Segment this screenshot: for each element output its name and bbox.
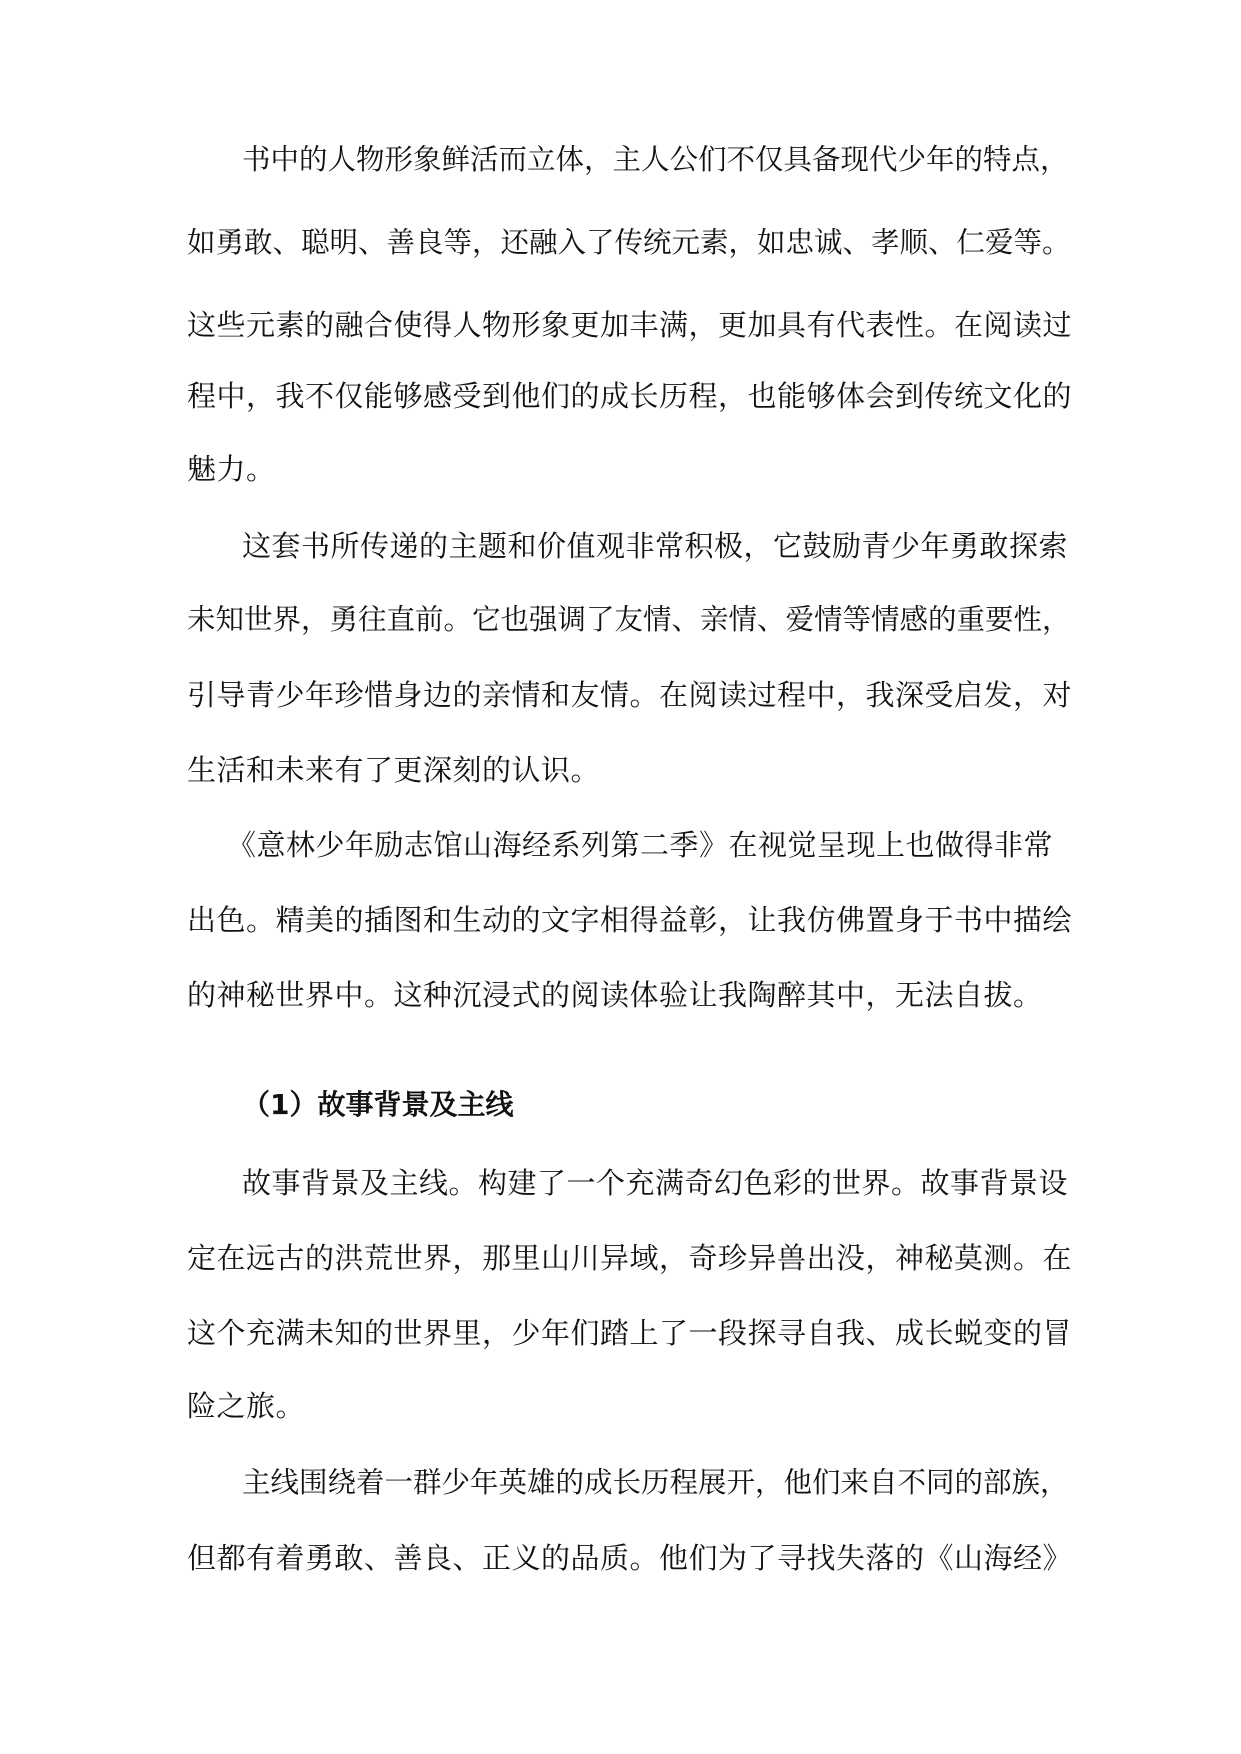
paragraph-3-line-2: 出色。精美的插图和生动的文字相得益彰，让我仿佛置身于书中描绘 <box>187 903 1073 937</box>
paragraph-2-line-4: 生活和未来有了更深刻的认识。 <box>187 753 601 787</box>
paragraph-1-line-4: 程中，我不仅能够感受到他们的成长历程，也能够体会到传统文化的 <box>187 379 1073 413</box>
paragraph-4-line-3: 这个充满未知的世界里，少年们踏上了一段探寻自我、成长蜕变的冒 <box>187 1316 1073 1350</box>
paragraph-4-line-1: 故事背景及主线。构建了一个充满奇幻色彩的世界。故事背景设 <box>242 1166 1069 1200</box>
paragraph-5-line-2: 但都有着勇敢、善良、正义的品质。他们为了寻找失落的《山海经》 <box>187 1541 1073 1575</box>
paragraph-5-line-1: 主线围绕着一群少年英雄的成长历程展开，他们来自不同的部族， <box>242 1466 1069 1499</box>
paragraph-1-line-1: 书中的人物形象鲜活而立体，主人公们不仅具备现代少年的特点， <box>242 143 1069 176</box>
paragraph-1-line-2: 如勇敢、聪明、善良等，还融入了传统元素，如忠诚、孝顺、仁爱等。 <box>187 226 1071 259</box>
paragraph-1-line-3: 这些元素的融合使得人物形象更加丰满，更加具有代表性。在阅读过 <box>187 308 1073 342</box>
section-heading: （1）故事背景及主线 <box>242 1088 514 1121</box>
paragraph-3-line-1: 《意林少年励志馆山海经系列第二季》在视觉呈现上也做得非常 <box>227 828 1054 862</box>
paragraph-2-line-3: 引导青少年珍惜身边的亲情和友情。在阅读过程中，我深受启发，对 <box>187 678 1073 712</box>
paragraph-2-line-2: 未知世界，勇往直前。它也强调了友情、亲情、爱情等情感的重要性， <box>187 603 1071 636</box>
paragraph-2-line-1: 这套书所传递的主题和价值观非常积极，它鼓励青少年勇敢探索 <box>242 529 1069 563</box>
paragraph-4-line-4: 险之旅。 <box>187 1389 306 1423</box>
paragraph-4-line-2: 定在远古的洪荒世界，那里山川异域，奇珍异兽出没，神秘莫测。在 <box>187 1241 1073 1275</box>
paragraph-1-line-5: 魅力。 <box>187 452 276 486</box>
paragraph-3-line-3: 的神秘世界中。这种沉浸式的阅读体验让我陶醉其中，无法自拔。 <box>187 978 1043 1012</box>
